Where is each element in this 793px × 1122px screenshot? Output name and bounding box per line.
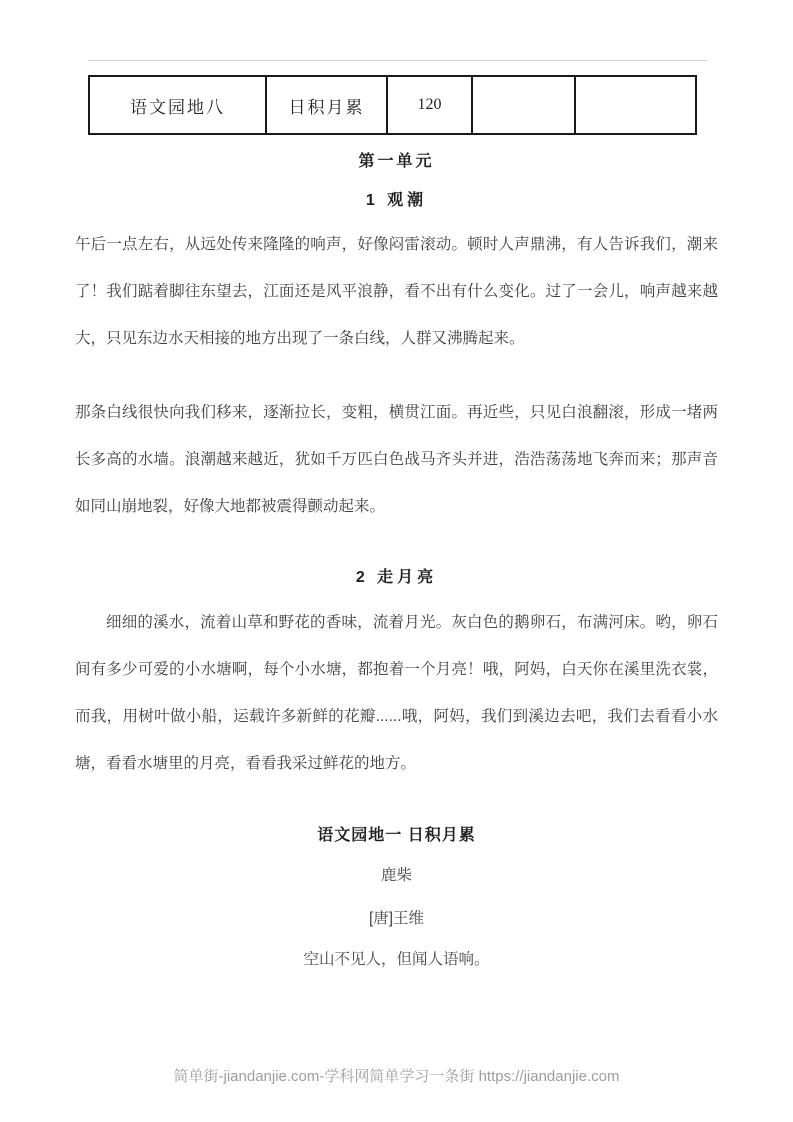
toc-cell-title: 语文园地八 (89, 76, 266, 134)
lesson1-heading: 1 观潮 (365, 192, 428, 209)
toc-cell-section: 日积月累 (266, 76, 387, 134)
poem-author: [唐]王维 (368, 910, 425, 927)
poem-title: 鹿柴 (380, 867, 412, 884)
toc-cell-empty-2 (575, 76, 696, 134)
unit-heading: 第一单元 (358, 153, 435, 170)
toc-table (88, 75, 697, 135)
lesson2-heading: 2 走月亮 (355, 569, 438, 586)
footer-watermark: 简单街-jiandanjie.com-学科网简单学习一条街 https://jiandanjie.com (173, 1068, 620, 1085)
poem-verse-line: 空山不见人，但闻人语响。 (303, 951, 490, 968)
lesson2-paragraph: 细细的溪水，流着山草和野花的香味，流着月光。灰白色的鹅卵石，布满河床。哟，卵石间有多少可爱的小水塘啊，每个小水塘，都抱着一个月亮！哦，阿妈，白天你在溪里洗衣裳，而我，用树叶做小船，运载许多新鲜的花瓣......哦，阿妈，我们到溪边去吧，我们去看看小水塘，看看水塘里的月亮，看看我采过鲜花的地方。 (75, 614, 718, 772)
garden-heading: 语文园地一 日积月累 (317, 827, 476, 844)
toc-cell-page: 120 (387, 76, 472, 134)
table-row (89, 76, 696, 134)
toc-cell-empty-1 (472, 76, 575, 134)
lesson1-paragraph-1: 午后一点左右，从远处传来隆隆的响声，好像闷雷滚动。顿时人声鼎沸，有人告诉我们，潮来了！我们踮着脚往东望去，江面还是风平浪静，看不出有什么变化。过了一会儿，响声越来越大，只见东边水天相接的地方出现了一条白线，人群又沸腾起来。 (75, 236, 718, 347)
lesson1-paragraph-2: 那条白线很快向我们移来，逐渐拉长，变粗，横贯江面。再近些，只见白浪翻滚，形成一堵两长多高的水墙。浪潮越来越近，犹如千万匹白色战马齐头并进，浩浩荡荡地飞奔而来；那声音如同山崩地裂，好像大地都被震得颤动起来。 (75, 404, 718, 515)
table-page-split-line (88, 60, 707, 61)
